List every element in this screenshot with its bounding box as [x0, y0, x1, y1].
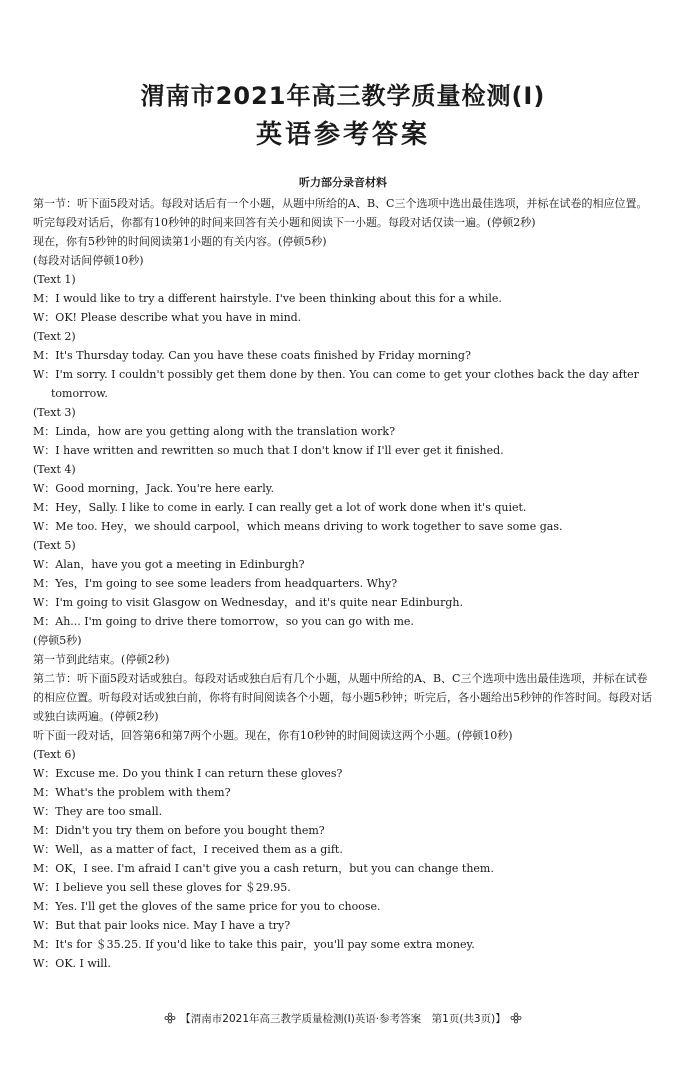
dialogue-line: W：But that pair looks nice. May I have a try? — [33, 919, 291, 932]
dialogue-line: M：Yes. I'll get the gloves of the same price for you to choose. — [33, 900, 381, 913]
text-label: (Text 3) — [33, 406, 76, 419]
dialogue-line: W：They are too small. — [33, 805, 163, 818]
text-label: (Text 1) — [33, 273, 76, 286]
dialogue-line: M：Didn't you try them on before you bought them? — [33, 824, 325, 837]
dialogue-line: M：I would like to try a different hairstyle. I've been thinking about this for a while. — [33, 292, 502, 305]
dialogue-line: M：Linda，how are you getting along with the translation work? — [33, 425, 395, 438]
dialogue-line: W：OK. I will. — [33, 957, 111, 970]
flower-ornament-icon — [510, 1012, 522, 1024]
dialogue-line: M：Hey，Sally. I like to come in early. I can really get a lot of work done when it's quiet. — [33, 501, 527, 514]
dialogue-line: M：Ah... I'm going to drive there tomorrow，so you can go with me. — [33, 615, 414, 628]
dialogue-line: W：I believe you sell these gloves for ＄29.95. — [33, 881, 291, 894]
section-heading: 听力部分录音材料 — [299, 176, 387, 189]
reading-time-note: 现在，你有5秒钟的时间阅读第1小题的有关内容。(停顿5秒) — [33, 235, 327, 248]
flower-ornament-icon — [164, 1012, 176, 1024]
text-label: (Text 5) — [33, 539, 76, 552]
dialogue-line: W：I have written and rewritten so much that I don't know if I'll ever get it finished. — [33, 444, 504, 457]
dialogue-line: W：I'm sorry. I couldn't possibly get them done by then. You can come to get your clothes back the day after tomorrow. — [33, 368, 639, 400]
dialogue-line: W：Well，as a matter of fact，I received them as a gift. — [33, 843, 343, 856]
pause-note: (每段对话间停顿10秒) — [33, 254, 144, 267]
section-1-instructions: 第一节：听下面5段对话。每段对话后有一个小题，从题中所给的A、B、C三个选项中选出最佳选项，并标在试卷的相应位置。听完每段对话后，你都有10秒钟的时间来回答有关小题和阅读下一小题。每段对话仅读一遍。(停顿2秒) — [33, 197, 648, 229]
document-title: 渭南市2021年高三教学质量检测(Ⅰ) — [140, 82, 546, 110]
dialogue-line: W：Excuse me. Do you think I can return these gloves? — [33, 767, 343, 780]
dialogue-line: M：It's for ＄35.25. If you'd like to take this pair，you'll pay some extra money. — [33, 938, 475, 951]
section-2-instructions: 第二节：听下面5段对话或独白。每段对话或独白后有几个小题，从题中所给的A、B、C三个选项中选出最佳选项，并标在试卷的相应位置。听每段对话或独白前，你将有时间阅读各个小题，每小题5秒钟；听完后，各小题给出5秒钟的作答时间。每段对话或独白读两遍。(停顿2秒) — [33, 672, 652, 723]
text-label: (Text 2) — [33, 330, 76, 343]
section-end-note: 第一节到此结束。(停顿2秒) — [33, 653, 170, 666]
text-label: (Text 4) — [33, 463, 76, 476]
dialogue-line: W：OK! Please describe what you have in mind. — [33, 311, 302, 324]
footer-text: 【渭南市2021年高三教学质量检测(Ⅰ)英语·参考答案 第1页(共3页)】 — [180, 1013, 506, 1025]
dialogue-line: W：Good morning，Jack. You're here early. — [33, 482, 274, 495]
page-footer — [0, 1012, 686, 1026]
dialogue-line: W：Me too. Hey，we should carpool，which means driving to work together to save some gas. — [33, 520, 563, 533]
dialogue-line: W：Alan，have you got a meeting in Edinburgh? — [33, 558, 305, 571]
text-label: (Text 6) — [33, 748, 76, 761]
dialogue-line: M：What's the problem with them? — [33, 786, 231, 799]
question-6-7-instructions: 听下面一段对话，回答第6和第7两个小题。现在，你有10秒钟的时间阅读这两个小题。(停顿10秒) — [33, 729, 513, 742]
dialogue-line: W：I'm going to visit Glasgow on Wednesday，and it's quite near Edinburgh. — [33, 596, 464, 609]
dialogue-line: M：It's Thursday today. Can you have these coats finished by Friday morning? — [33, 349, 471, 362]
pause-note: (停顿5秒) — [33, 634, 82, 647]
transcript-body — [33, 194, 655, 973]
dialogue-line: M：OK，I see. I'm afraid I can't give you a cash return，but you can change them. — [33, 862, 494, 875]
dialogue-line: M：Yes，I'm going to see some leaders from headquarters. Why? — [33, 577, 398, 590]
document-subtitle: 英语参考答案 — [255, 120, 430, 150]
